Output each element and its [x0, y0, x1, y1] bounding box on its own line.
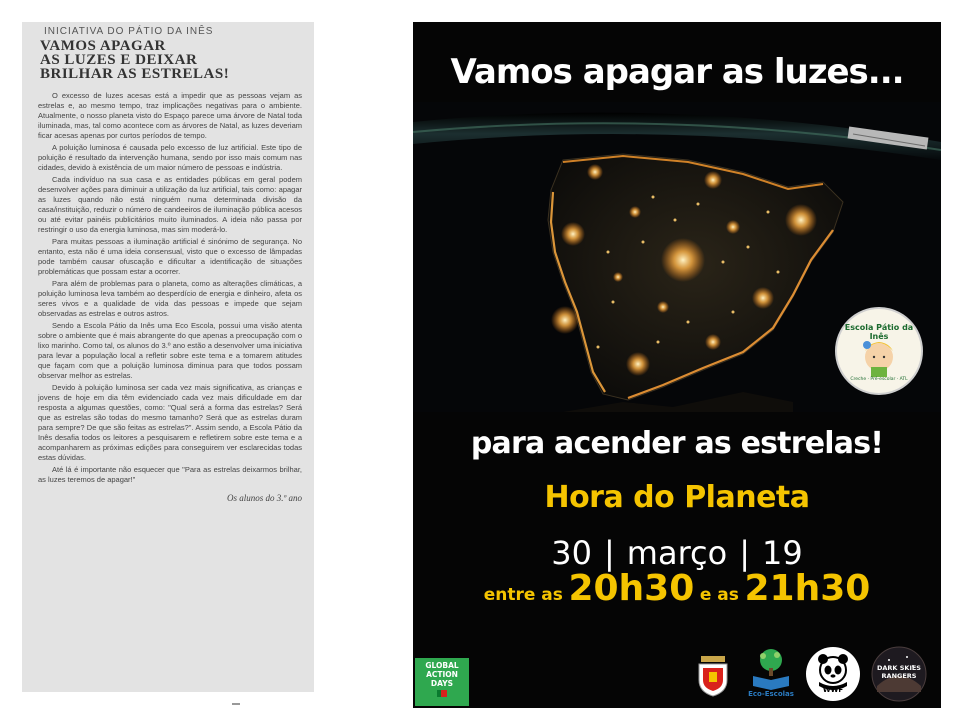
- event-time: [413, 568, 941, 609]
- partner-label: Eco-Escolas: [748, 690, 794, 698]
- headline-line-1: VAMOS APAGAR: [40, 38, 166, 54]
- poster-subtitle: para acender as estrelas!: [470, 426, 884, 461]
- date-separator: |: [739, 534, 750, 572]
- school-logo-motto: Creche · Pré-escolar · ATL: [850, 377, 908, 382]
- article-paragraph: O excesso de luzes acesas está a impedir que as pessoas vejam as estrelas e, ao mesmo tempo, traz implicações negativas para o ambiente. Atualmente, o nosso planeta visto do Espaço parece uma árvore de Natal toda iluminada, mas, tal como acontece com as árvores de Natal, as luzes deveriam ficar acesas apenas por curtos períodos de tempo.: [38, 91, 302, 140]
- global-action-days-badge: [415, 658, 469, 706]
- eco-escolas-logo-icon: [743, 646, 799, 690]
- article-paragraph: Até lá é importante não esquecer que "Para as estrelas deixarmos brilhar, as luzes teremos de apagar!": [38, 465, 302, 484]
- article-headline: [40, 39, 302, 81]
- date-year: 19: [761, 534, 803, 572]
- article-paragraph: Devido à poluição luminosa ser cada vez mais significativa, as crianças e jovens de hoje em dia têm evidenciado cada vez mais dificuldade em dar resposta a algumas questões, como: "Qual será a forma das estrelas? Será que as estrelas são todas do mesmo tamanho? Será que as estrelas duram para sempre? De que são feitas as estrelas?". Assim sendo, a Escola Pátio da Inês desafia todos os leitores a pesquisarem e refletirem sobre este tema e a acompanharem as próximas edições para conseguirem ver esclarecidas todas estas dúvidas.: [38, 383, 302, 462]
- time-connector: e as: [699, 585, 739, 605]
- newspaper-article: [22, 22, 314, 692]
- partner-label: WWF: [822, 686, 844, 694]
- portugal-flag-icon: [437, 690, 447, 697]
- article-signature: Os alunos do 3.º ano: [226, 493, 302, 503]
- headline-line-3: BRILHAR AS ESTRELAS!: [40, 66, 230, 82]
- bilbao-lights: [704, 171, 722, 189]
- headline-line-2: AS LUZES E DEIXAR: [40, 52, 198, 68]
- time-prefix: entre as: [483, 585, 563, 605]
- scan-mark: [232, 703, 240, 705]
- badge-line: DAYS: [430, 679, 454, 688]
- madrid-lights: [661, 238, 705, 282]
- date-day: 30: [551, 534, 593, 572]
- school-logo-name: Escola Pátio da Inês: [844, 323, 914, 341]
- article-paragraph: A poluição luminosa é causada pelo excesso de luz artificial. Este tipo de poluição é resultado da intervenção humana, sendo por isso mais comum nas cidades, devido à existência de um maior número de pessoas e indústria.: [38, 143, 302, 172]
- article-kicker: INICIATIVA DO PÁTIO DA INÊS: [44, 26, 214, 37]
- school-logo: [835, 307, 923, 395]
- municipality-crest: [685, 646, 741, 702]
- eco-escolas-logo: [743, 646, 799, 702]
- badge-line: GLOBAL: [425, 661, 459, 670]
- valencia-lights: [752, 287, 774, 309]
- time-start: 20h30: [568, 568, 695, 609]
- date-separator: |: [604, 534, 615, 572]
- barcelona-lights: [785, 204, 817, 236]
- event-name: Hora do Planeta: [544, 480, 810, 515]
- municipality-crest-icon: [685, 646, 741, 702]
- article-paragraph: Cada indivíduo na sua casa e as entidades públicas em geral podem desenvolver ações para diminuir a utilização da luz artificial, tais como: apagar as luzes quando não está ninguém numa determinada divisão da casa/instituição, reduzir o número de candeeiros de iluminação pública acesos ou até evitar painéis publicitários muito iluminados. A ideia não passa por restringir o uso da energia luminosa, mas sim moderá-lo.: [38, 175, 302, 234]
- earth-hour-poster: [413, 22, 941, 708]
- dark-skies-rangers-logo: [871, 646, 927, 702]
- article-paragraph: Para muitas pessoas a iluminação artificial é sinónimo de segurança. No entanto, esta não é uma ideia consensual, visto que o excesso de lâmpadas pode também causar ofuscação e dificultar a identificação de situações problemáticas que possam estar a ocorrer.: [38, 237, 302, 276]
- article-paragraph: Para além de problemas para o planeta, como as alterações climáticas, a poluição luminosa leva também ao desperdício de energia e dinheiro, afeta os seres vivos e a qualidade de vida das pessoas e impede que sejam observadas as estrelas e outros astros.: [38, 279, 302, 318]
- time-end: 21h30: [744, 568, 871, 609]
- article-body: [38, 91, 302, 485]
- article-paragraph: Sendo a Escola Pátio da Inês uma Eco Escola, possui uma visão atenta sobre o ambiente que é mais abrangente do que apenas a preocupação com o lixo marinho. Como tal, os alunos do 3.º ano estão a desenvolver uma iniciativa para levar a população local a refletir sobre este tema e a tomarem atitudes que façam com que a poluição luminosa diminua para que todos possam observar melhor as estrelas.: [38, 321, 302, 380]
- porto-lights: [561, 222, 585, 246]
- lisbon-lights: [551, 306, 579, 334]
- seville-lights: [626, 352, 650, 376]
- poster-title: Vamos apagar as luzes...: [450, 52, 904, 92]
- partner-label: DARK SKIES RANGERS: [877, 664, 921, 680]
- date-month: março: [626, 534, 728, 572]
- event-date: [413, 534, 941, 572]
- badge-line: ACTION: [426, 670, 458, 679]
- wwf-logo: [805, 646, 861, 702]
